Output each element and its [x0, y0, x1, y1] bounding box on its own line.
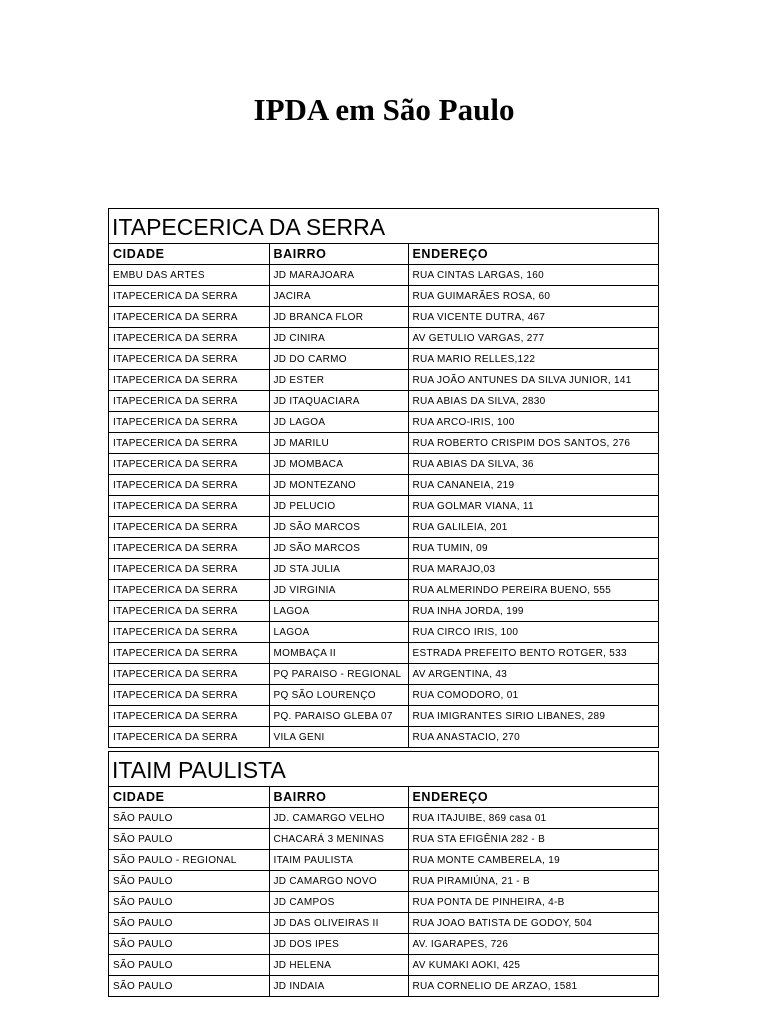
table-header-row — [109, 787, 658, 808]
table-row — [109, 580, 658, 601]
cell-cidade: ITAPECERICA DA SERRA — [109, 538, 269, 559]
cell-endereco: RUA INHA JORDA, 199 — [408, 601, 658, 622]
table-row — [109, 955, 658, 976]
cell-bairro: JD CAMARGO NOVO — [269, 871, 408, 892]
cell-endereco: RUA MARIO RELLES,122 — [408, 349, 658, 370]
table-row — [109, 808, 658, 829]
cell-cidade: SÃO PAULO — [109, 808, 269, 829]
cell-cidade: SÃO PAULO — [109, 955, 269, 976]
cell-bairro: JD BRANCA FLOR — [269, 307, 408, 328]
table-row — [109, 559, 658, 580]
table-row — [109, 976, 658, 997]
cell-endereco: RUA VICENTE DUTRA, 467 — [408, 307, 658, 328]
cell-cidade: ITAPECERICA DA SERRA — [109, 475, 269, 496]
table-row — [109, 913, 658, 934]
cell-bairro: JD DO CARMO — [269, 349, 408, 370]
cell-bairro: PQ. PARAISO GLEBA 07 — [269, 706, 408, 727]
cell-endereco: RUA STA EFIGÊNIA 282 - B — [408, 829, 658, 850]
cell-bairro: JD DAS OLIVEIRAS II — [269, 913, 408, 934]
cell-endereco: RUA ARCO-IRIS, 100 — [408, 412, 658, 433]
cell-bairro: JD INDAIA — [269, 976, 408, 997]
column-header-endereco: ENDEREÇO — [408, 244, 658, 265]
cell-cidade: ITAPECERICA DA SERRA — [109, 706, 269, 727]
address-table — [109, 787, 658, 996]
cell-bairro: JD ESTER — [269, 370, 408, 391]
table-row — [109, 286, 658, 307]
cell-cidade: ITAPECERICA DA SERRA — [109, 496, 269, 517]
cell-bairro: JD ITAQUACIARA — [269, 391, 408, 412]
cell-cidade: ITAPECERICA DA SERRA — [109, 433, 269, 454]
cell-cidade: ITAPECERICA DA SERRA — [109, 643, 269, 664]
cell-bairro: JD MONTEZANO — [269, 475, 408, 496]
cell-bairro: MOMBAÇA II — [269, 643, 408, 664]
cell-bairro: JD STA JULIA — [269, 559, 408, 580]
cell-endereco: RUA ALMERINDO PEREIRA BUENO, 555 — [408, 580, 658, 601]
cell-endereco: RUA MONTE CAMBERELA, 19 — [408, 850, 658, 871]
table-row — [109, 829, 658, 850]
cell-cidade: SÃO PAULO — [109, 871, 269, 892]
column-header-cidade: CIDADE — [109, 244, 269, 265]
cell-cidade: ITAPECERICA DA SERRA — [109, 391, 269, 412]
cell-cidade: ITAPECERICA DA SERRA — [109, 685, 269, 706]
cell-endereco: RUA IMIGRANTES SIRIO LIBANES, 289 — [408, 706, 658, 727]
cell-cidade: ITAPECERICA DA SERRA — [109, 454, 269, 475]
column-header-bairro: BAIRRO — [269, 787, 408, 808]
cell-bairro: JD VIRGINIA — [269, 580, 408, 601]
cell-endereco: RUA CINTAS LARGAS, 160 — [408, 265, 658, 286]
cell-endereco: RUA ANASTACIO, 270 — [408, 727, 658, 748]
cell-cidade: ITAPECERICA DA SERRA — [109, 286, 269, 307]
table-row — [109, 871, 658, 892]
table-row — [109, 850, 658, 871]
cell-endereco: AV ARGENTINA, 43 — [408, 664, 658, 685]
column-header-endereco: ENDEREÇO — [408, 787, 658, 808]
table-row — [109, 307, 658, 328]
cell-endereco: RUA JOAO BATISTA DE GODOY, 504 — [408, 913, 658, 934]
table-row — [109, 391, 658, 412]
cell-endereco: RUA ABIAS DA SILVA, 36 — [408, 454, 658, 475]
cell-endereco: RUA TUMIN, 09 — [408, 538, 658, 559]
cell-bairro: LAGOA — [269, 601, 408, 622]
table-row — [109, 601, 658, 622]
cell-endereco: AV KUMAKI AOKI, 425 — [408, 955, 658, 976]
cell-cidade: ITAPECERICA DA SERRA — [109, 622, 269, 643]
cell-bairro: ITAIM PAULISTA — [269, 850, 408, 871]
cell-endereco: RUA MARAJO,03 — [408, 559, 658, 580]
table-row — [109, 475, 658, 496]
cell-bairro: JD SÃO MARCOS — [269, 517, 408, 538]
table-row — [109, 328, 658, 349]
cell-bairro: JD PELUCIO — [269, 496, 408, 517]
column-header-cidade: CIDADE — [109, 787, 269, 808]
table-row — [109, 934, 658, 955]
table-row — [109, 517, 658, 538]
cell-endereco: RUA ITAJUIBE, 869 casa 01 — [408, 808, 658, 829]
cell-bairro: CHACARÁ 3 MENINAS — [269, 829, 408, 850]
cell-endereco: RUA ABIAS DA SILVA, 2830 — [408, 391, 658, 412]
cell-endereco: RUA CANANEIA, 219 — [408, 475, 658, 496]
cell-cidade: ITAPECERICA DA SERRA — [109, 517, 269, 538]
table-row — [109, 892, 658, 913]
cell-bairro: LAGOA — [269, 622, 408, 643]
cell-bairro: JD MARAJOARA — [269, 265, 408, 286]
cell-bairro: JD MARILU — [269, 433, 408, 454]
cell-cidade: ITAPECERICA DA SERRA — [109, 412, 269, 433]
cell-cidade: ITAPECERICA DA SERRA — [109, 601, 269, 622]
cell-endereco: RUA GALILEIA, 201 — [408, 517, 658, 538]
table-header-row — [109, 244, 658, 265]
table-row — [109, 454, 658, 475]
cell-cidade: SÃO PAULO — [109, 892, 269, 913]
cell-endereco: RUA ROBERTO CRISPIM DOS SANTOS, 276 — [408, 433, 658, 454]
table-row — [109, 349, 658, 370]
table-row — [109, 265, 658, 286]
cell-endereco: RUA GUIMARÃES ROSA, 60 — [408, 286, 658, 307]
cell-cidade: SÃO PAULO — [109, 934, 269, 955]
cell-bairro: VILA GENI — [269, 727, 408, 748]
cell-endereco: ESTRADA PREFEITO BENTO ROTGER, 533 — [408, 643, 658, 664]
page-title: IPDA em São Paulo — [253, 92, 515, 127]
cell-endereco: RUA PIRAMIÚNA, 21 - B — [408, 871, 658, 892]
cell-cidade: ITAPECERICA DA SERRA — [109, 580, 269, 601]
cell-cidade: SÃO PAULO — [109, 829, 269, 850]
cell-bairro: JD CINIRA — [269, 328, 408, 349]
cell-bairro: JD MOMBACA — [269, 454, 408, 475]
table-row — [109, 643, 658, 664]
cell-endereco: RUA CIRCO IRIS, 100 — [408, 622, 658, 643]
cell-endereco: AV GETULIO VARGAS, 277 — [408, 328, 658, 349]
cell-endereco: AV. IGARAPES, 726 — [408, 934, 658, 955]
cell-cidade: ITAPECERICA DA SERRA — [109, 559, 269, 580]
cell-endereco: RUA COMODORO, 01 — [408, 685, 658, 706]
table-row — [109, 538, 658, 559]
cell-cidade: EMBU DAS ARTES — [109, 265, 269, 286]
cell-cidade: SÃO PAULO — [109, 976, 269, 997]
table-row — [109, 706, 658, 727]
cell-cidade: ITAPECERICA DA SERRA — [109, 349, 269, 370]
cell-cidade: SÃO PAULO - REGIONAL — [109, 850, 269, 871]
table-row — [109, 622, 658, 643]
cell-endereco: RUA CORNELIO DE ARZAO, 1581 — [408, 976, 658, 997]
section-title: ITAPECERICA DA SERRA — [109, 209, 658, 244]
cell-cidade: ITAPECERICA DA SERRA — [109, 664, 269, 685]
table-row — [109, 433, 658, 454]
table-row — [109, 412, 658, 433]
cell-bairro: JD HELENA — [269, 955, 408, 976]
table-row — [109, 370, 658, 391]
cell-endereco: RUA PONTA DE PINHEIRA, 4-B — [408, 892, 658, 913]
table-row — [109, 496, 658, 517]
cell-bairro: JD. CAMARGO VELHO — [269, 808, 408, 829]
table-row — [109, 685, 658, 706]
cell-bairro: PQ PARAISO - REGIONAL — [269, 664, 408, 685]
section-itaim-paulista — [108, 751, 659, 997]
cell-cidade: ITAPECERICA DA SERRA — [109, 370, 269, 391]
section-title: ITAIM PAULISTA — [109, 752, 658, 787]
cell-bairro: JACIRA — [269, 286, 408, 307]
cell-bairro: JD CAMPOS — [269, 892, 408, 913]
cell-endereco: RUA JOÃO ANTUNES DA SILVA JUNIOR, 141 — [408, 370, 658, 391]
cell-cidade: ITAPECERICA DA SERRA — [109, 727, 269, 748]
cell-bairro: JD LAGOA — [269, 412, 408, 433]
cell-bairro: PQ SÃO LOURENÇO — [269, 685, 408, 706]
cell-bairro: JD DOS IPES — [269, 934, 408, 955]
cell-endereco: RUA GOLMAR VIANA, 11 — [408, 496, 658, 517]
cell-cidade: ITAPECERICA DA SERRA — [109, 328, 269, 349]
column-header-bairro: BAIRRO — [269, 244, 408, 265]
section-itapecerica-da-serra — [108, 208, 659, 748]
table-row — [109, 664, 658, 685]
table-row — [109, 727, 658, 748]
cell-cidade: ITAPECERICA DA SERRA — [109, 307, 269, 328]
cell-cidade: SÃO PAULO — [109, 913, 269, 934]
address-table — [109, 244, 658, 747]
cell-bairro: JD SÃO MARCOS — [269, 538, 408, 559]
